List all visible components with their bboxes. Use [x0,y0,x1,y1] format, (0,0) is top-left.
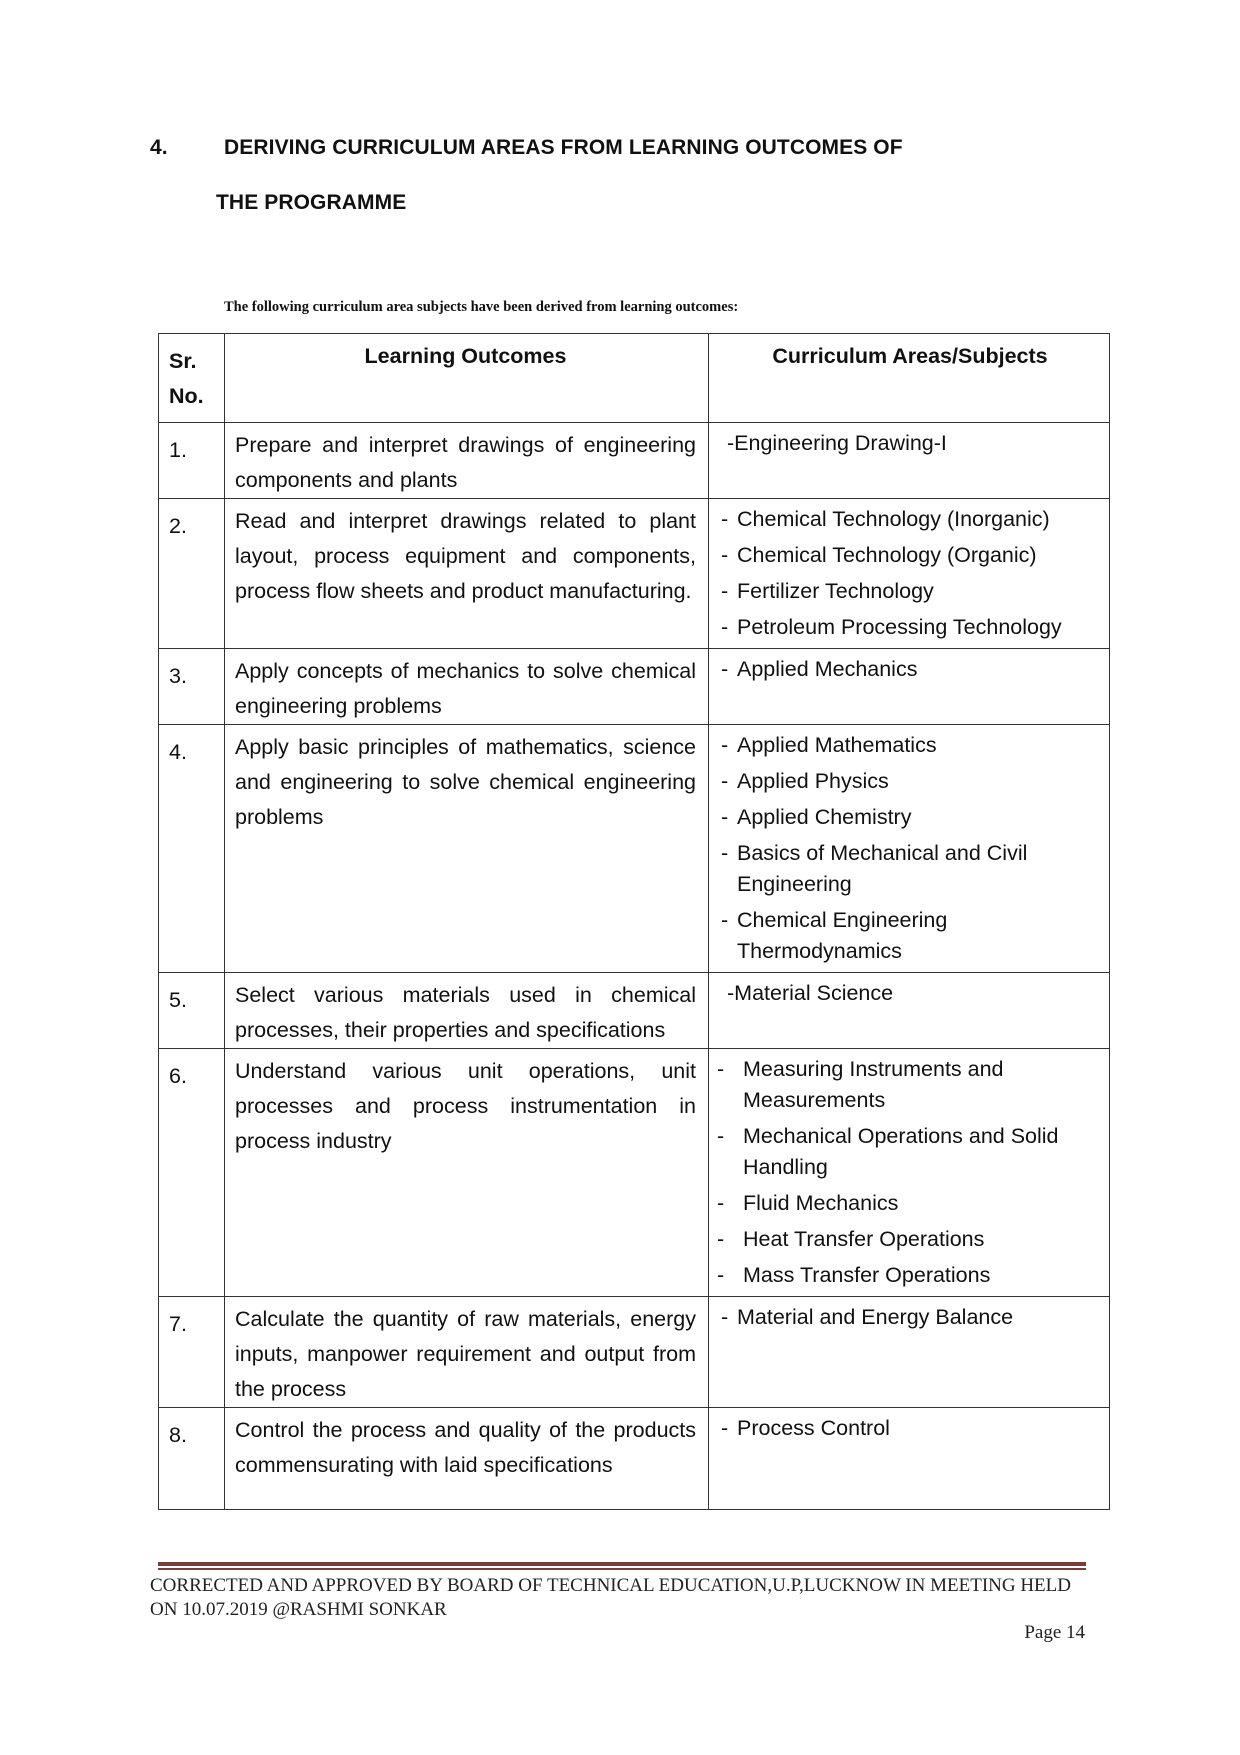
curriculum-area-label: Applied Physics [737,769,889,793]
row-learning-outcome: Calculate the quantity of raw materials, energy inputs, manpower requirement and output from the process [225,1297,709,1408]
row-sr-no: 6. [159,1049,225,1297]
curriculum-table [158,333,1110,1510]
curriculum-area-label: - Engineering Drawing-I [727,431,947,455]
intro-text: The following curriculum area subjects have been derived from learning outcomes: [224,299,739,315]
curriculum-area-item [719,540,1101,571]
curriculum-area-item [719,1260,1101,1291]
row-curriculum-areas [709,649,1110,725]
row-learning-outcome: Apply concepts of mechanics to solve chemical engineering problems [225,649,709,725]
curriculum-area-label: Applied Chemistry [737,805,912,829]
row-curriculum-areas [709,1049,1110,1297]
section-title-line-1: DERIVING CURRICULUM AREAS FROM LEARNING OUTCOMES OF [224,136,903,159]
row-curriculum-areas [709,725,1110,973]
curriculum-area-list [719,428,1101,459]
curriculum-area-label: Mechanical Operations and Solid Handling [743,1124,1059,1179]
header-learning-outcomes: Learning Outcomes [225,334,709,423]
table-row [159,1408,1110,1510]
table-header-row [159,334,1110,423]
curriculum-area-label: Petroleum Processing Technology [737,615,1062,639]
curriculum-area-item [719,978,1101,1009]
footer-text: CORRECTED AND APPROVED BY BOARD OF TECHNICAL EDUCATION,U.P,LUCKNOW IN MEETING HELD ON 10.07.2019 @RASHMI SONKAR [150,1575,1071,1620]
table-row [159,973,1110,1049]
curriculum-area-item [719,654,1101,685]
curriculum-area-item [719,905,1101,967]
curriculum-area-item [719,1188,1101,1219]
curriculum-area-label: Heat Transfer Operations [743,1227,985,1251]
curriculum-area-label: Basics of Mechanical and Civil Engineering [737,841,1028,896]
row-sr-no: 3. [159,649,225,725]
curriculum-area-item [719,730,1101,761]
curriculum-area-list [719,654,1101,685]
header-sr-no: Sr. No. [159,334,225,423]
row-learning-outcome: Select various materials used in chemical processes, their properties and specifications [225,973,709,1049]
curriculum-area-label: Chemical Technology (Inorganic) [737,507,1050,531]
section-number: 4. [150,136,168,159]
table-row [159,423,1110,499]
row-curriculum-areas [709,423,1110,499]
curriculum-area-item [719,1302,1101,1333]
row-sr-no: 7. [159,1297,225,1408]
curriculum-area-label: Process Control [737,1416,890,1440]
curriculum-area-label: Measuring Instruments and Measurements [743,1057,1004,1112]
row-sr-no: 5. [159,973,225,1049]
table-body [159,423,1110,1510]
curriculum-area-list [719,978,1101,1009]
row-learning-outcome: Understand various unit operations, unit processes and process instrumentation in process industry [225,1049,709,1297]
curriculum-area-item [719,838,1101,900]
curriculum-area-list [719,730,1101,967]
curriculum-area-item [719,766,1101,797]
curriculum-area-item [719,576,1101,607]
curriculum-area-item [719,1054,1101,1116]
curriculum-area-item [719,428,1101,459]
row-curriculum-areas [709,1297,1110,1408]
footer-rule-thin [158,1568,1086,1570]
row-sr-no: 8. [159,1408,225,1510]
table-row [159,499,1110,649]
table-row [159,1297,1110,1408]
row-learning-outcome: Read and interpret drawings related to plant layout, process equipment and components, process flow sheets and product manufacturing. [225,499,709,649]
footer-rule-thick [158,1562,1086,1566]
row-curriculum-areas [709,499,1110,649]
curriculum-area-label: Chemical Technology (Organic) [737,543,1037,567]
curriculum-area-list [719,1302,1101,1333]
curriculum-area-item [719,802,1101,833]
curriculum-area-label: Material and Energy Balance [737,1305,1014,1329]
curriculum-area-label: Mass Transfer Operations [743,1263,991,1287]
section-title-line-2: THE PROGRAMME [216,191,407,214]
curriculum-area-list [719,1413,1101,1444]
table-row [159,649,1110,725]
table-row [159,725,1110,973]
curriculum-area-list [719,1054,1101,1291]
row-curriculum-areas [709,1408,1110,1510]
curriculum-area-item [719,612,1101,643]
header-curriculum-areas: Curriculum Areas/Subjects [709,334,1110,423]
row-curriculum-areas [709,973,1110,1049]
curriculum-area-label: Chemical Engineering Thermodynamics [737,908,948,963]
page-number: Page 14 [1024,1622,1085,1643]
curriculum-area-label: - Material Science [727,981,893,1005]
row-sr-no: 1. [159,423,225,499]
row-learning-outcome: Prepare and interpret drawings of engineering components and plants [225,423,709,499]
curriculum-area-item [719,1121,1101,1183]
row-sr-no: 2. [159,499,225,649]
curriculum-area-item [719,1224,1101,1255]
row-sr-no: 4. [159,725,225,973]
row-learning-outcome: Control the process and quality of the products commensurating with laid specifications [225,1408,709,1510]
curriculum-area-label: Applied Mechanics [737,657,918,681]
row-learning-outcome: Apply basic principles of mathematics, science and engineering to solve chemical engineering problems [225,725,709,973]
table-row [159,1049,1110,1297]
curriculum-area-item [719,504,1101,535]
curriculum-area-item [719,1413,1101,1444]
curriculum-area-label: Fertilizer Technology [737,579,934,603]
curriculum-area-label: Fluid Mechanics [743,1191,899,1215]
curriculum-area-label: Applied Mathematics [737,733,937,757]
curriculum-area-list [719,504,1101,643]
